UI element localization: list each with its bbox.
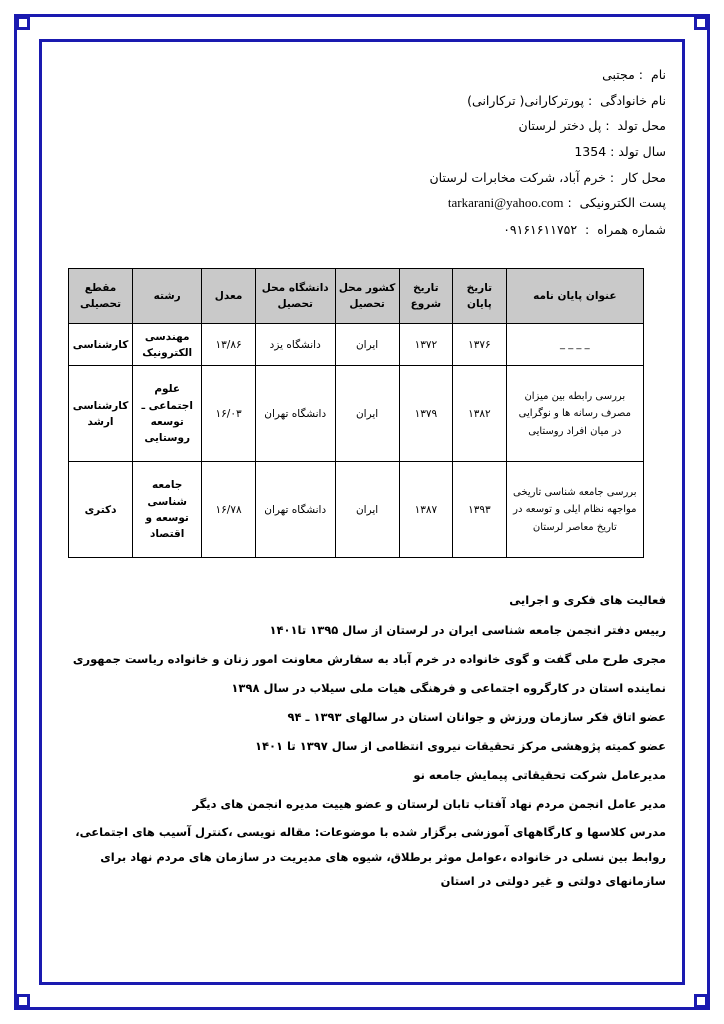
corner-ornament-top-left	[16, 16, 30, 30]
colon-separator: :	[605, 118, 614, 134]
education-table-head	[69, 269, 644, 324]
cell-field: جامعه شناسی توسعه و اقتصاد	[133, 462, 202, 558]
activity-item: رییس دفتر انجمن جامعه شناسی ایران در لرستان از سال ۱۳۹۵ تا۱۴۰۱	[269, 623, 666, 638]
activity-item: عضو کمیته پژوهشی مرکز تحقیقات نیروی انتظامی از سال ۱۳۹۷ تا ۱۴۰۱	[254, 738, 666, 753]
document-content	[58, 62, 666, 896]
activity-item: نماینده استان در کارگروه اجتماعی و فرهنگی هیات ملی سیلاب در سال ۱۳۹۸	[231, 681, 666, 696]
personal-info-row-email	[66, 190, 666, 217]
cell-level: کارشناسی ارشد	[69, 366, 133, 462]
cell-university: دانشگاه تهران	[255, 462, 335, 558]
colon-separator: :	[587, 92, 597, 108]
education-table	[68, 268, 644, 558]
cell-end-date: ۱۳۹۳	[453, 462, 507, 558]
cell-level: کارشناسی	[69, 324, 133, 366]
activity-item: مدیرعامل شرکت تحقیقاتی پیمایش جامعه نو	[413, 767, 666, 782]
cell-university: دانشگاه تهران	[255, 366, 335, 462]
column-header-field: رشته	[133, 269, 202, 324]
label-name: نام	[650, 67, 666, 82]
education-table-body	[69, 324, 644, 558]
personal-info-block	[58, 62, 666, 242]
activities-section	[58, 588, 666, 892]
cell-country: ایران	[335, 324, 399, 366]
column-header-country: کشور محل تحصیل	[335, 269, 399, 324]
cell-start-date: ۱۳۷۲	[399, 324, 453, 366]
label-family-name: نام خانوادگی	[600, 92, 666, 108]
value-family-name: پورترکارانی( ترکارانی)	[467, 92, 584, 108]
value-email[interactable]: tarkarani@yahoo.com	[447, 195, 564, 211]
cell-thesis: _ _ _ _	[506, 324, 643, 366]
activity-item: مدیر عامل انجمن مردم نهاد آفتاب تابان لرستان و عضو هییت مدیره انجمن های دیگر	[192, 796, 666, 811]
activity-item: مدرس کلاسها و کارگاههای آموزشی برگزار شده با موضوعات: مقاله نویسی ،کنترل آسیب های اجتماعی، روابط بین نسلی در خانواده ،عوامل موثر برطلاق، شیوه های مدیریت در سازمان های مردم نهاد برای سازمانهای دولتی و غیر دولتی در استان	[75, 825, 666, 888]
table-header-row	[69, 269, 644, 324]
cell-gpa: ۱۶/۷۸	[202, 462, 256, 558]
cell-start-date: ۱۳۷۹	[399, 366, 453, 462]
corner-ornament-top-right	[694, 16, 708, 30]
label-birth-year: سال تولد	[618, 143, 666, 159]
column-header-level: مقطع تحصیلی	[69, 269, 133, 324]
cell-start-date: ۱۳۸۷	[399, 462, 453, 558]
personal-info-row-workplace	[66, 165, 666, 191]
label-workplace: محل کار	[621, 169, 666, 185]
column-header-end-date: تاریخ پایان	[453, 269, 507, 324]
table-row	[69, 324, 644, 366]
personal-info-row-birthplace	[66, 113, 666, 139]
activities-section-title: فعالیت های فکری و اجرایی	[509, 593, 666, 608]
value-birthplace: پل دختر لرستان	[518, 118, 602, 134]
personal-info-row-family	[66, 88, 666, 114]
colon-separator: :	[610, 143, 615, 159]
cell-gpa: ۱۳/۸۶	[202, 324, 256, 366]
label-birthplace: محل تولد	[617, 118, 666, 134]
cell-end-date: ۱۳۸۲	[453, 366, 507, 462]
cell-gpa: ۱۶/۰۳	[202, 366, 256, 462]
cell-field: علوم اجتماعی ـ توسعه روستایی	[133, 366, 202, 462]
cell-thesis: بررسی جامعه شناسی تاریخی مواجهه نظام ایلی و توسعه در تاریخ معاصر لرستان	[506, 462, 643, 558]
education-table-wrapper	[68, 268, 644, 558]
colon-separator: :	[638, 67, 647, 82]
personal-info-row-mobile	[66, 217, 666, 243]
table-row	[69, 366, 644, 462]
cell-country: ایران	[335, 366, 399, 462]
colon-separator: :	[567, 195, 576, 211]
label-mobile: شماره همراه	[597, 221, 666, 237]
activity-item: مجری طرح ملی گفت و گوی خانواده در خرم آباد به سفارش معاونت امور زنان و خانواده ریاست جمهوری	[72, 652, 666, 667]
cell-level: دکتری	[69, 462, 133, 558]
cell-country: ایران	[335, 462, 399, 558]
value-workplace: خرم آباد، شرکت مخابرات لرستان	[429, 169, 606, 185]
value-birth-year: 1354	[574, 143, 607, 159]
cell-end-date: ۱۳۷۶	[453, 324, 507, 366]
colon-separator: :	[581, 221, 594, 237]
activity-item: عضو اتاق فکر سازمان ورزش و جوانان استان در سالهای ۱۳۹۳ ـ ۹۴	[287, 709, 666, 724]
cell-university: دانشگاه یزد	[255, 324, 335, 366]
colon-separator: :	[609, 169, 618, 185]
cell-field: مهندسی الکترونیک	[133, 324, 202, 366]
column-header-start-date: تاریخ شروع	[399, 269, 453, 324]
personal-info-row-name	[66, 62, 666, 88]
corner-ornament-bottom-left	[16, 994, 30, 1008]
table-row	[69, 462, 644, 558]
column-header-gpa: معدل	[202, 269, 256, 324]
value-mobile: ۰۹۱۶۱۶۱۱۷۵۲	[503, 221, 578, 237]
cell-thesis: بررسی رابطه بین میزان مصرف رسانه ها و نوگرایی در میان افراد روستایی	[506, 366, 643, 462]
value-name: مجتبی	[602, 67, 635, 82]
column-header-thesis: عنوان پایان نامه	[506, 269, 643, 324]
personal-info-row-birthyear	[66, 139, 666, 165]
corner-ornament-bottom-right	[694, 994, 708, 1008]
column-header-university: دانشگاه محل تحصیل	[255, 269, 335, 324]
label-email: پست الکترونیکی	[579, 195, 666, 211]
